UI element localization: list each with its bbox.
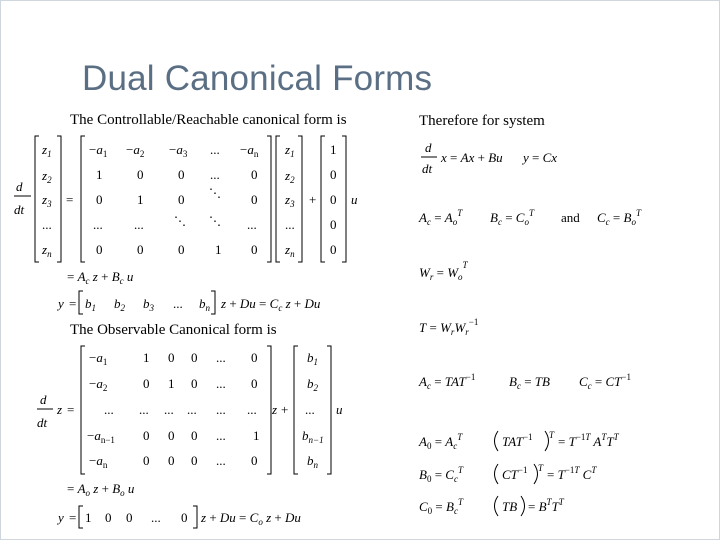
svg-text:0: 0	[137, 242, 144, 257]
svg-text:d: d	[16, 179, 23, 194]
svg-text:= Ac z + Bc u: = $A_c$ $z + B_c$ u	[67, 269, 134, 286]
svg-text:Ac = AoT: $A_c = A_o^T$	[419, 208, 463, 227]
svg-text:0: 0	[105, 510, 112, 525]
svg-text:...: ...	[173, 296, 183, 311]
svg-text:y: y	[58, 510, 64, 525]
controllable-form-caption: The Controllable/Reachable canonical form is	[70, 112, 347, 128]
svg-text:b3: $b_3$	[143, 296, 154, 313]
svg-text:C0 = BcT: $C_0 = B_c^T$	[419, 497, 463, 516]
svg-text:0: 0	[330, 242, 337, 257]
svg-text:z2: $z_2$	[42, 168, 52, 185]
svg-text:T: T	[549, 430, 555, 440]
svg-text:1: 1	[143, 350, 150, 365]
svg-text:x = Ax + Bu: x = Ax + Bu	[441, 150, 503, 165]
right-column-caption: Therefore for system	[419, 113, 545, 129]
svg-text:0: 0	[191, 428, 198, 443]
svg-text:TB: TB	[502, 499, 518, 514]
svg-text:...: ...	[164, 402, 174, 417]
svg-text:=: =	[67, 402, 75, 417]
svg-text:y: y	[58, 296, 64, 311]
svg-text:−an: $-a_n$	[240, 142, 259, 159]
svg-text:= Ao z + Bo u: = $A_o$ $z + B_o$ u	[67, 481, 135, 498]
svg-text:CT−1: $CT^{-1}$	[502, 465, 528, 482]
svg-text:b1: $b_1$	[307, 350, 318, 367]
svg-text:TAT−1: $TAT^{-1}$	[502, 432, 533, 449]
svg-text:...: ...	[139, 402, 149, 417]
svg-text:1: 1	[168, 376, 175, 391]
svg-text:1: 1	[253, 428, 260, 443]
slide-title: Dual Canonical Forms	[82, 59, 433, 98]
svg-text:...: ...	[216, 350, 226, 365]
svg-text:zn: $z_n$	[285, 242, 295, 259]
svg-text:1: 1	[96, 167, 103, 182]
svg-text:T: T	[538, 463, 544, 473]
svg-text:T = WrWr−1: $T = W_rW_r^{-1}$	[419, 317, 479, 337]
svg-text:0: 0	[330, 167, 337, 182]
svg-text:...: ...	[134, 217, 144, 232]
svg-text:z2: $z_2$	[285, 168, 295, 185]
svg-text:0: 0	[251, 376, 258, 391]
svg-text:0: 0	[251, 453, 258, 468]
svg-text:0: 0	[126, 510, 133, 525]
svg-text:0: 0	[251, 350, 258, 365]
svg-text:b2: $b_2$	[307, 376, 318, 393]
svg-text:bn: $b_n$	[307, 453, 318, 470]
svg-text:...: ...	[216, 453, 226, 468]
svg-text:zn: $z_n$	[42, 242, 52, 259]
svg-text:...: ...	[187, 402, 197, 417]
svg-text:−a1: $-a_1$	[89, 142, 108, 159]
svg-text:...: ...	[216, 376, 226, 391]
svg-text:0: 0	[143, 428, 150, 443]
svg-text:= BTTT: = $B^TT^T$	[528, 497, 564, 514]
svg-text:= T−1T ATTT: = $T^{-1}T$ $A^TT^T$	[558, 432, 619, 449]
svg-text:0: 0	[96, 192, 103, 207]
svg-text:0: 0	[181, 510, 188, 525]
svg-text:z1: $z_1$	[42, 142, 52, 159]
svg-text:0: 0	[137, 167, 144, 182]
observable-form-caption: The Observable Canonical form is	[70, 322, 277, 338]
svg-text:−a2: $-a_2$	[89, 376, 108, 393]
svg-text:−a3: $-a_3$	[169, 142, 188, 159]
svg-text:d: d	[425, 140, 432, 155]
svg-text:...: ...	[93, 217, 103, 232]
svg-text:b2: $b_2$	[114, 296, 125, 313]
svg-text:...: ...	[216, 402, 226, 417]
svg-text:= T−1T CT: = $T^{-1}T$ $C^T$	[547, 465, 597, 482]
svg-text:z + Du = Cc z + Du: $z + Du = C_c$ z + Du	[221, 296, 321, 313]
svg-text:dt: dt	[422, 161, 433, 176]
svg-text:Wr = WoT: $W_r = W_o^T$	[419, 260, 468, 282]
svg-text:⋱: ⋱	[209, 186, 221, 200]
svg-text:=: =	[69, 296, 77, 311]
svg-text:0: 0	[96, 242, 103, 257]
svg-text:z3: $z_3$	[285, 192, 295, 209]
svg-text:y = Cx: y = Cx	[523, 150, 558, 165]
svg-text:u: u	[351, 192, 358, 207]
svg-text:0: 0	[168, 350, 175, 365]
svg-text:−an: $-a_n$	[89, 453, 108, 470]
svg-text:0: 0	[178, 192, 185, 207]
svg-text:...: ...	[210, 167, 220, 182]
svg-text:0: 0	[251, 192, 258, 207]
svg-text:Cc = BoT: $C_c = B_o^T$	[597, 208, 641, 227]
svg-text:0: 0	[143, 376, 150, 391]
svg-text:−an−1: $-a_{n-1}$	[87, 428, 115, 445]
svg-text:0: 0	[191, 350, 198, 365]
svg-text:b1: $b_1$	[85, 296, 96, 313]
svg-text:dt: dt	[37, 415, 48, 430]
svg-text:⋱: ⋱	[174, 214, 186, 228]
svg-text:1: 1	[330, 142, 337, 157]
svg-text:bn: $b_n$	[199, 296, 210, 313]
svg-text:1: 1	[85, 510, 92, 525]
svg-text:Ac = TAT−1: $A_c = TAT^{-1}$	[419, 372, 476, 391]
svg-text:...: ...	[216, 428, 226, 443]
svg-text:...: ...	[42, 217, 52, 232]
svg-text:Cc = CT−1: $C_c = CT^{-1}$	[579, 372, 631, 391]
svg-text:−a2: $-a_2$	[126, 142, 145, 159]
svg-text:...: ...	[210, 142, 220, 157]
equations-graphic	[1, 1, 719, 539]
svg-text:0: 0	[251, 167, 258, 182]
svg-text:z1: $z_1$	[285, 142, 295, 159]
svg-text:0: 0	[168, 428, 175, 443]
svg-text:Bc = TB: $B_c$ = TB	[509, 374, 550, 391]
svg-text:0: 0	[251, 242, 258, 257]
svg-text:−a1: $-a_1$	[89, 350, 108, 367]
svg-text:0: 0	[330, 192, 337, 207]
svg-text:0: 0	[330, 217, 337, 232]
svg-text:...: ...	[247, 217, 257, 232]
svg-text:1: 1	[137, 192, 144, 207]
svg-text:=: =	[69, 510, 77, 525]
svg-text:...: ...	[285, 217, 295, 232]
svg-text:...: ...	[151, 510, 161, 525]
svg-text:...: ...	[247, 402, 257, 417]
svg-text:bn−1: $b_{n-1}$	[302, 428, 324, 445]
svg-text:z: z	[57, 402, 63, 417]
svg-text:0: 0	[191, 453, 198, 468]
svg-text:0: 0	[178, 167, 185, 182]
svg-text:A0 = AcT: $A_0 = A_c^T$	[419, 432, 463, 451]
svg-text:Bc = CoT: $B_c = C_o^T$	[490, 208, 534, 227]
svg-text:0: 0	[168, 453, 175, 468]
svg-text:z3: $z_3$	[42, 192, 52, 209]
svg-text:B0 = CcT: $B_0 = C_c^T$	[419, 465, 463, 484]
svg-text:+: +	[309, 192, 317, 207]
svg-text:⋱: ⋱	[209, 214, 221, 228]
svg-text:1: 1	[215, 242, 222, 257]
svg-text:...: ...	[104, 402, 114, 417]
svg-text:u: u	[336, 402, 343, 417]
svg-text:z + Du = Co z + Du: $z + Du = C_o$ z + Du	[201, 510, 301, 527]
svg-text:z: z	[272, 402, 278, 417]
svg-text:0: 0	[191, 376, 198, 391]
svg-text:=: =	[66, 192, 74, 207]
svg-text:dt: dt	[14, 202, 25, 217]
svg-text:+: +	[281, 402, 289, 417]
and-word: and	[561, 210, 580, 225]
svg-text:0: 0	[178, 242, 185, 257]
svg-text:...: ...	[305, 402, 315, 417]
svg-text:0: 0	[143, 453, 150, 468]
svg-text:d: d	[40, 392, 47, 407]
